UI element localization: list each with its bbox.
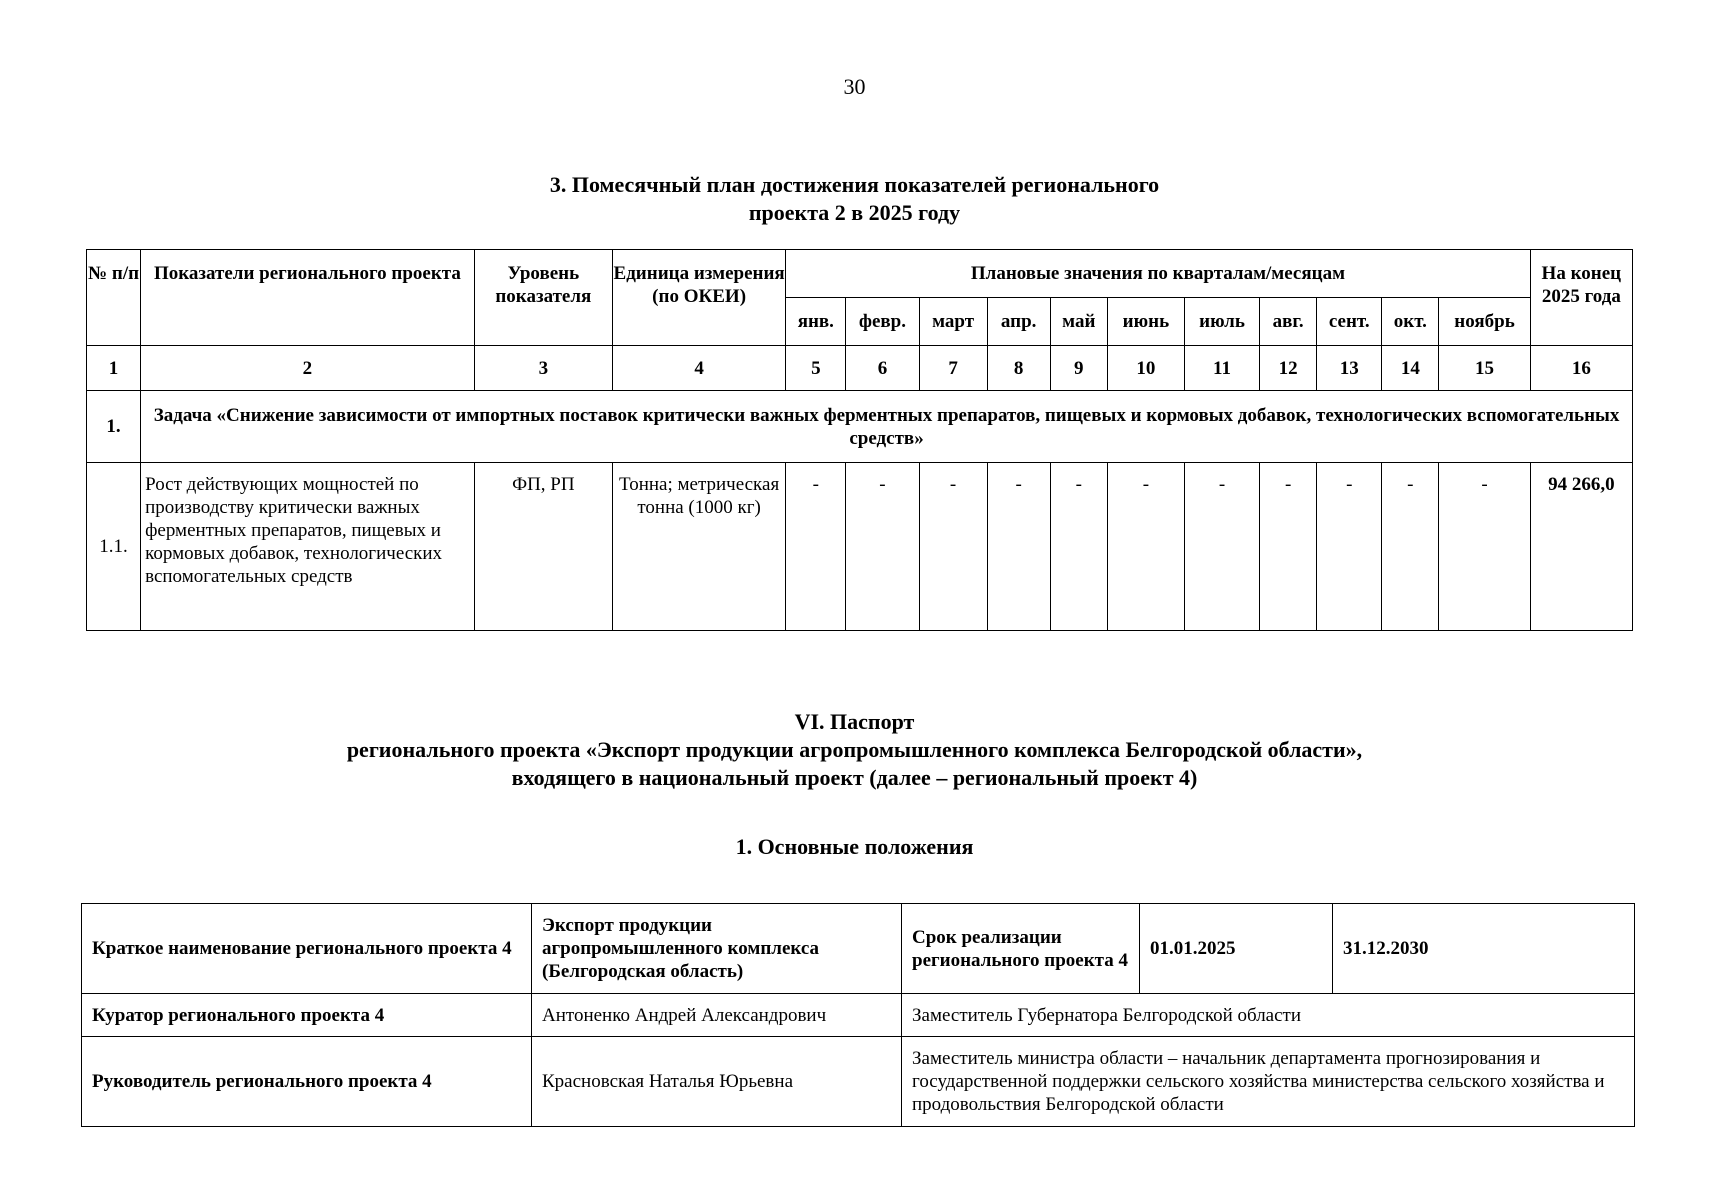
row-month-value: -: [919, 463, 987, 631]
row-month-value: -: [987, 463, 1050, 631]
monthly-plan-table: [86, 249, 1633, 631]
table-row: [87, 463, 1633, 631]
row-month-value: -: [1317, 463, 1382, 631]
column-number: 4: [612, 346, 785, 391]
row-month-value: -: [1107, 463, 1184, 631]
column-number: 8: [987, 346, 1050, 391]
header-num: № п/п: [87, 250, 141, 346]
month-nov: ноябрь: [1439, 298, 1530, 346]
header-indicators: Показатели регионального проекта: [141, 250, 475, 346]
section6-title-line1: VI. Паспорт: [794, 709, 915, 734]
section3-title: [0, 171, 1709, 227]
column-number: 12: [1260, 346, 1317, 391]
head-label: Руководитель регионального проекта 4: [82, 1037, 532, 1127]
month-jul: июль: [1184, 298, 1259, 346]
column-number: 1: [87, 346, 141, 391]
section3-title-line1: 3. Помесячный план достижения показателей регионального: [549, 172, 1160, 197]
task-text: Задача «Снижение зависимости от импортных поставок критически важных ферментных препаратов, пищевых и кормовых добавок, технологических вспомогательных средств»: [141, 391, 1633, 463]
main-provisions-title: 1. Основные положения: [735, 834, 974, 859]
start-date: 01.01.2025: [1140, 904, 1333, 994]
column-number: 15: [1439, 346, 1530, 391]
month-may: май: [1050, 298, 1107, 346]
row-month-value: -: [1260, 463, 1317, 631]
main-provisions-table: [81, 903, 1635, 1127]
header-year-end: На конец 2025 года: [1530, 250, 1632, 346]
column-number: 16: [1530, 346, 1632, 391]
curator-label: Куратор регионального проекта 4: [82, 994, 532, 1037]
month-jan: янв.: [786, 298, 846, 346]
section3-title-line2: проекта 2 в 2025 году: [748, 200, 961, 225]
month-sep: сент.: [1317, 298, 1382, 346]
month-aug: авг.: [1260, 298, 1317, 346]
head-position: Заместитель министра области – начальник департамента прогнозирования и государственной поддержки сельского хозяйства министерства сельского хозяйства и продовольствия Белгородской области: [902, 1037, 1635, 1127]
column-number: 11: [1184, 346, 1259, 391]
row-month-value: -: [1050, 463, 1107, 631]
section6-title: [0, 708, 1709, 792]
column-number: 5: [786, 346, 846, 391]
short-name-label: Краткое наименование регионального проекта 4: [82, 904, 532, 994]
column-number: 13: [1317, 346, 1382, 391]
row-indicator: Рост действующих мощностей по производству критически важных ферментных препаратов, пищевых и кормовых добавок, технологических вспомогательных средств: [141, 463, 475, 631]
month-feb: февр.: [846, 298, 919, 346]
curator-position: Заместитель Губернатора Белгородской области: [902, 994, 1635, 1037]
period-label: Срок реализации регионального проекта 4: [902, 904, 1140, 994]
column-number: 9: [1050, 346, 1107, 391]
column-number: 2: [141, 346, 475, 391]
head-name: Красновская Наталья Юрьевна: [532, 1037, 902, 1127]
row-month-value: -: [846, 463, 919, 631]
task-number: 1.: [87, 391, 141, 463]
column-number: 6: [846, 346, 919, 391]
row-month-value: -: [1184, 463, 1259, 631]
header-level: Уровень показателя: [474, 250, 612, 346]
section6-title-line2: регионального проекта «Экспорт продукции агропромышленного комплекса Белгородской области»,: [346, 737, 1363, 762]
header-planned: Плановые значения по кварталам/месяцам: [786, 250, 1530, 298]
row-unit: Тонна; метрическая тонна (1000 кг): [612, 463, 785, 631]
row-level: ФП, РП: [474, 463, 612, 631]
month-oct: окт.: [1382, 298, 1439, 346]
short-name-value: Экспорт продукции агропромышленного комплекса (Белгородская область): [532, 904, 902, 994]
end-date: 31.12.2030: [1333, 904, 1635, 994]
column-number: 10: [1107, 346, 1184, 391]
header-unit: Единица измерения (по ОКЕИ): [612, 250, 785, 346]
month-apr: апр.: [987, 298, 1050, 346]
month-jun: июнь: [1107, 298, 1184, 346]
column-number: 14: [1382, 346, 1439, 391]
row-year-end-value: 94 266,0: [1530, 463, 1632, 631]
column-number: 3: [474, 346, 612, 391]
row-month-value: -: [1439, 463, 1530, 631]
section6-title-line3: входящего в национальный проект (далее – региональный проект 4): [511, 765, 1198, 790]
row-month-value: -: [786, 463, 846, 631]
curator-name: Антоненко Андрей Александрович: [532, 994, 902, 1037]
row-number: 1.1.: [87, 463, 141, 631]
column-number: 7: [919, 346, 987, 391]
row-month-value: -: [1382, 463, 1439, 631]
month-mar: март: [919, 298, 987, 346]
page-number: 30: [843, 74, 866, 99]
